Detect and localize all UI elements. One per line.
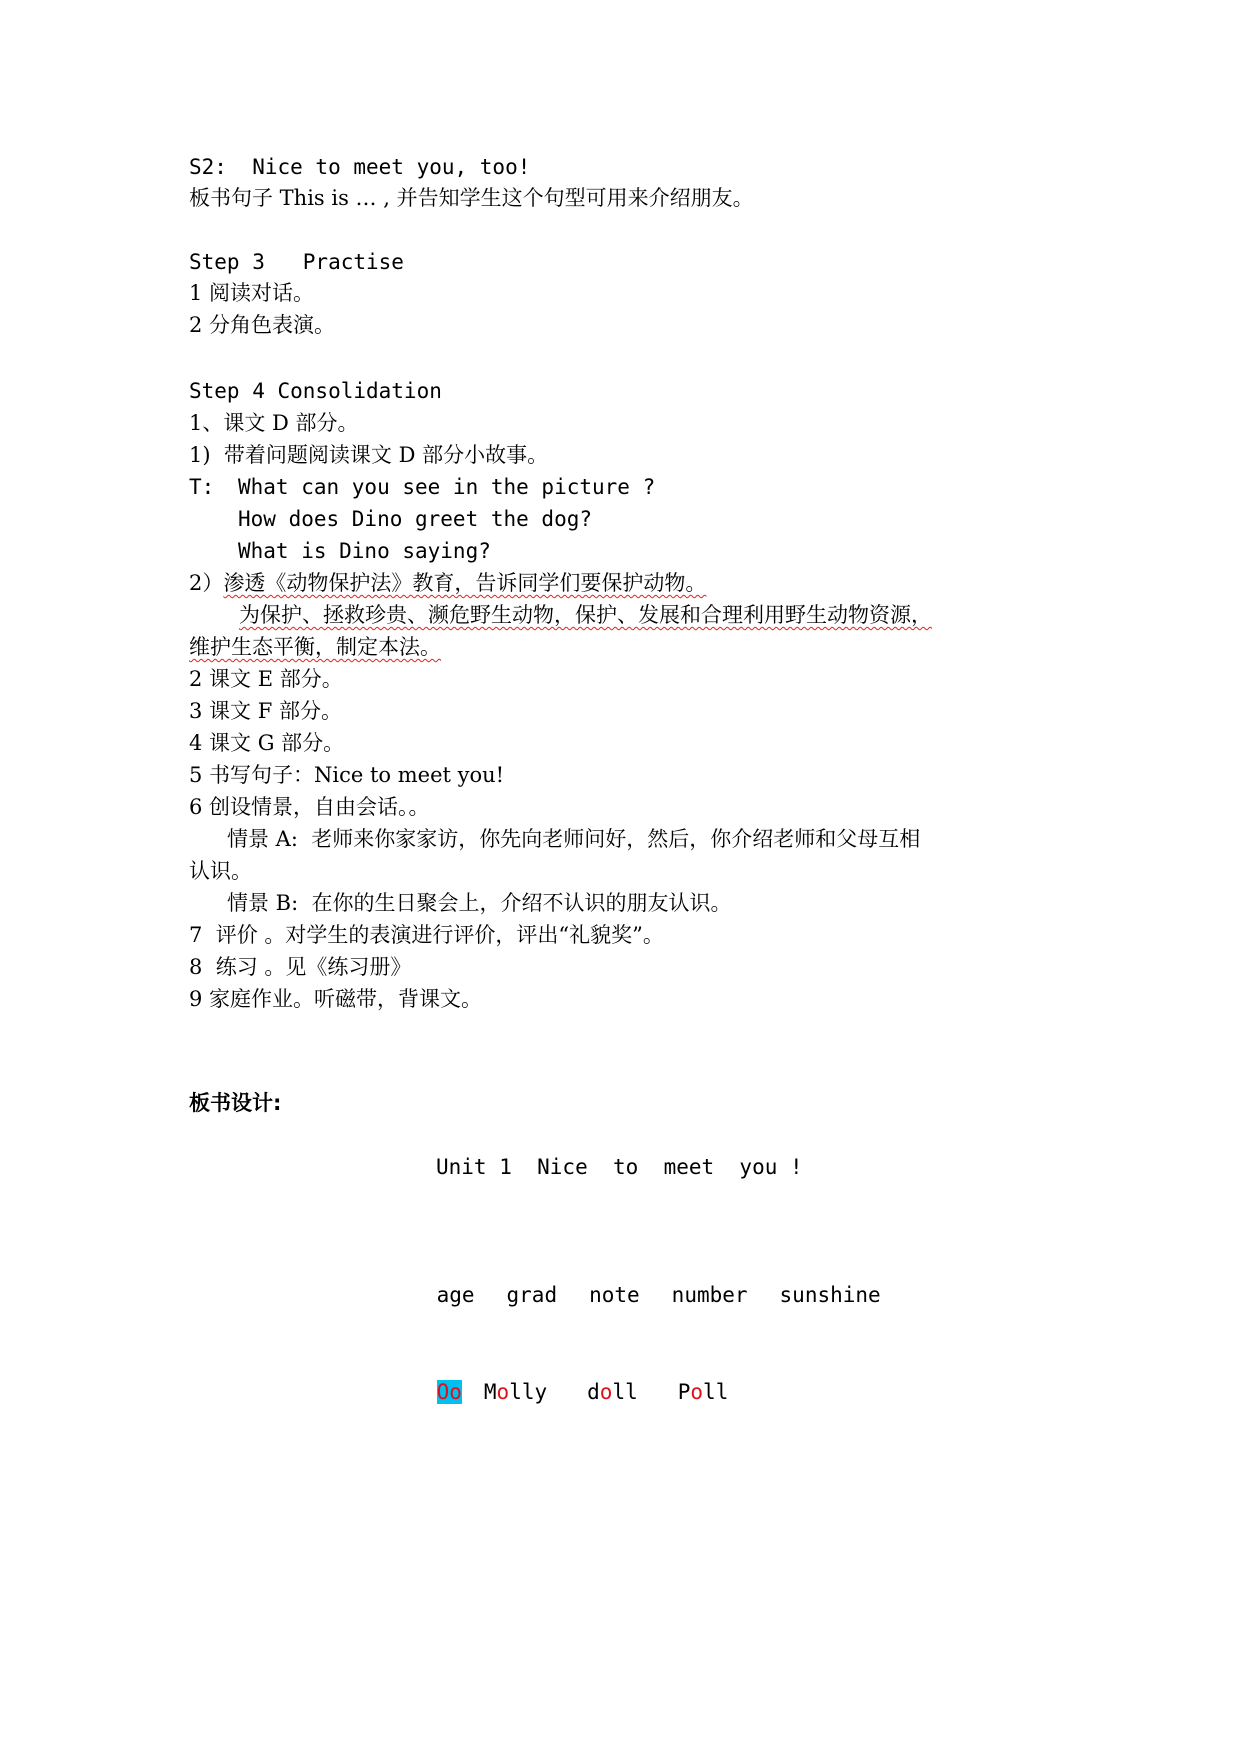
- situation-a-line-2: 认识。: [189, 859, 252, 883]
- step4-item-2-text: 渗透《动物保护法》教育，告诉同学们要保护动物。: [223, 571, 707, 595]
- board-title: Unit 1 Nice to meet you !: [436, 1155, 803, 1179]
- teacher-question-2: How does Dino greet the dog?: [238, 507, 593, 531]
- board-word: number: [671, 1283, 748, 1307]
- step4-item-1-sub: 1) 带着问题阅读课文 D 部分小故事。: [189, 443, 549, 467]
- step3-item-2: 2 分角色表演。: [189, 313, 336, 337]
- teacher-question-3: What is Dino saying?: [238, 539, 491, 563]
- step3-item-1: 1 阅读对话。: [189, 281, 315, 305]
- situation-b: 情景 B: 在你的生日聚会上，介绍不认识的朋友认识。: [227, 891, 732, 915]
- step4-item-write: 5 书写句子：Nice to meet you!: [189, 763, 505, 787]
- teacher-label: T:: [189, 475, 215, 499]
- step3-heading: Step 3 Practise: [189, 250, 404, 274]
- step4-item-2-prefix: 2）: [189, 571, 224, 595]
- step4-item-homework: 9 家庭作业。听磁带，背课文。: [189, 987, 483, 1011]
- board-word: age: [436, 1283, 475, 1307]
- teacher-question-1: What can you see in the picture ?: [238, 475, 656, 499]
- situation-a-line-1: 情景 A: 老师来你家家访，你先向老师问好，然后，你介绍老师和父母互相: [227, 827, 921, 851]
- example-word-doll: doll: [587, 1380, 638, 1404]
- board-word-row: [386, 1250, 881, 1340]
- step4-heading: Step 4 Consolidation: [189, 379, 442, 403]
- step4-item-2: [189, 568, 706, 598]
- board-word: grad: [506, 1283, 558, 1307]
- step4-item-g: 4 课文 G 部分。: [189, 731, 345, 755]
- step4-item-e: 2 课文 E 部分。: [189, 667, 343, 691]
- step4-item-evaluate: 7 评价 。对学生的表演进行评价，评出“礼貌奖”。: [189, 923, 664, 947]
- letter-pair-highlight: Oo: [436, 1380, 462, 1404]
- example-word-molly: Molly: [483, 1380, 548, 1404]
- law-quote-line-1: 为保护、拯救珍贵、濒危野生动物，保护、发展和合理利用野生动物资源，: [239, 603, 932, 627]
- step4-item-exercise: 8 练习 。见《练习册》: [189, 955, 412, 979]
- step4-item-situation: 6 创设情景，自由会话。。: [189, 795, 430, 819]
- board-word: sunshine: [779, 1283, 881, 1307]
- law-quote-line-2: 维护生态平衡，制定本法。: [189, 635, 441, 659]
- board-design-heading: 板书设计:: [189, 1091, 282, 1115]
- board-sentence-note: 板书句子 This is … , 并告知学生这个句型可用来介绍朋友。: [189, 186, 754, 210]
- step4-item-f: 3 课文 F 部分。: [189, 699, 342, 723]
- dialog-line-s2: S2: Nice to meet you, too!: [189, 155, 531, 179]
- step4-item-1: 1、课文 D 部分。: [189, 411, 359, 435]
- board-word: note: [589, 1283, 640, 1307]
- board-letter-row: [386, 1347, 728, 1437]
- example-word-poll: Poll: [677, 1380, 729, 1404]
